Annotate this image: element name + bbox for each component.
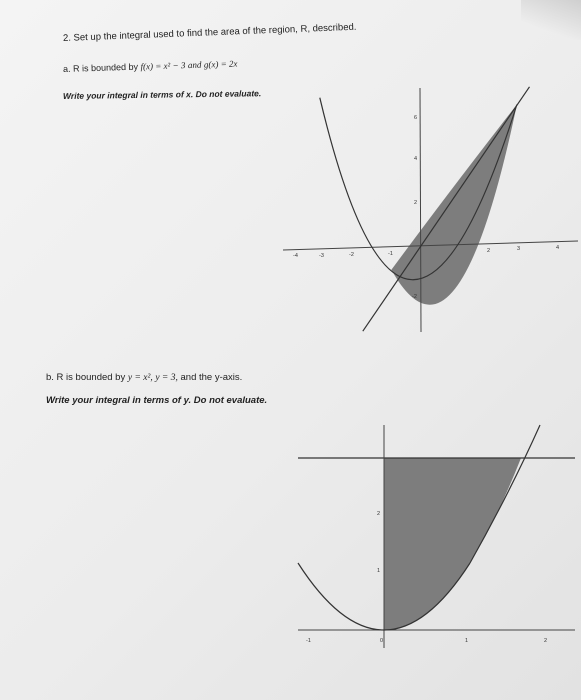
graph-b-xtick: 1 [465,638,469,644]
graph-a-xtick: -1 [388,251,393,257]
graph-a-xtick: -4 [293,253,298,259]
graph-a-ytick: -2 [412,294,417,300]
part-b-expression-1: y = x², [127,373,153,383]
part-a-f-expression: f(x) = x² − 3 [140,60,186,72]
part-b-instruction: Write your integral in terms of y. Do not evaluate. [46,395,268,406]
part-b-expression-2: y = 3, [155,373,178,383]
graph-a-ytick: 4 [414,156,418,162]
part-b-tail: and the y-axis. [180,372,243,383]
graph-b-ytick: 1 [377,568,381,574]
part-a-and: and [187,59,202,71]
question-title: 2. Set up the integral used to find the area of the region, R, described. [62,21,357,44]
graph-a-xtick: 2 [487,248,491,254]
graph-a-ytick: 2 [414,200,418,206]
graph-a-ytick: 6 [414,115,418,121]
part-b-label: b. R is bounded by [46,372,126,383]
part-a-instruction: Write your integral in terms of x. Do not evaluate. [62,88,262,101]
graph-a-xtick: -3 [319,253,324,259]
graph-a-xtick: 4 [556,245,560,251]
part-a-g-expression: g(x) = 2x [203,58,238,70]
graph-b-xtick: 2 [544,638,548,644]
graph-a-xtick: 3 [517,246,521,252]
part-a-label: a. R is bounded by [62,61,139,74]
graph-b-ytick: 2 [377,511,381,517]
graph-a-xtick: -2 [349,252,354,258]
graph-b-xtick: -1 [306,638,311,644]
graph-b-shaded-region [384,458,521,630]
graph-b-xtick: 0 [380,638,384,644]
